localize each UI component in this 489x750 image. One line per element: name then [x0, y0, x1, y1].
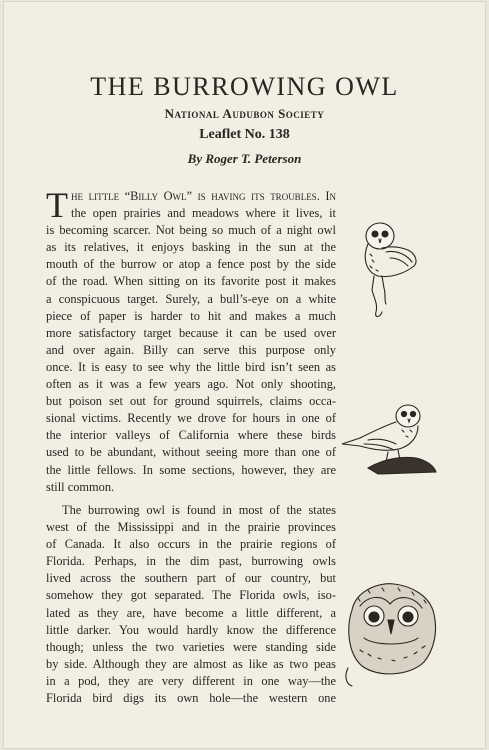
text-line: more satisfactory target because it can be used over [46, 325, 336, 340]
text-line: used to be abundant, without seeing more than one of [46, 445, 336, 460]
text-line: though; unless the two varieties were standing side [46, 639, 336, 654]
text-line: piece of paper is harder to hit and makes a much [46, 308, 336, 323]
text-line: a conspicuous target. Surely, a bull’s-eye on a white [46, 291, 336, 306]
text-line: often as it was a few years ago. Not only shooting, [46, 377, 336, 392]
text-line: is becoming scarcer. Not being so much of a night owl [46, 223, 336, 238]
owl-perched-illustration [356, 214, 428, 322]
text-line: the open prairies and meadows where it lives, it [71, 206, 336, 221]
text-line: Florida. Perhaps, in the dim past, burrowing owls [46, 554, 336, 569]
text-line: Florida bird digs its own hole—the western one [46, 691, 336, 706]
text-line: once. It is easy to see why the little bird isn’t seen as [46, 359, 336, 374]
text-line: the little fellows. In some sections, however, they are [46, 462, 336, 477]
text-line: sional victims. Recently we drove for hours in one of [46, 411, 336, 426]
paragraph-two [46, 502, 336, 707]
text-line: somehow they got separated. The Florida owls, iso- [46, 588, 336, 603]
drop-cap: T [46, 185, 68, 225]
text-line: and over again. Billy can serve this purpose only [46, 342, 336, 357]
paragraph-one [46, 185, 336, 496]
text-line: west of the Mississippi and in the prairie provinces [46, 520, 336, 535]
text-line: as its relatives, it enjoys basking in the sun at the [46, 240, 336, 255]
text-line: but poison set out for ground squirrels, claims occa- [46, 394, 336, 409]
text-line: of the road. When sitting on its favorite post it makes [46, 274, 336, 289]
page-title: THE BURROWING OWL [90, 72, 399, 101]
text-line: of Canada. It also occurs in the prairie regions of [46, 537, 336, 552]
organization-name: National Audubon Society [164, 106, 325, 121]
text-line: lated as they are, have become a little different, a [46, 605, 336, 620]
text-line: by side. Although they are almost as like as two peas [46, 656, 336, 671]
author-byline: By Roger T. Peterson [187, 151, 302, 166]
text-line: the interior valleys of California where these birds [46, 428, 336, 443]
text-line: in a pod, they are very different in one way—the [46, 673, 336, 688]
text-line: mouth of the burrow or atop a fence post by the side [46, 257, 336, 272]
leaflet-page [4, 2, 485, 748]
text-line: he little “Billy Owl” is having its troubles. In [71, 189, 336, 203]
leaflet-number: Leaflet No. 138 [199, 127, 290, 142]
text-line: little darker. You would hardly know the difference [46, 622, 336, 637]
text-line: The burrowing owl is found in most of the states [62, 503, 336, 517]
owl-side-view-illustration [338, 400, 438, 480]
owl-head-illustration [338, 580, 442, 690]
text-line: still common. [46, 479, 115, 494]
text-line: lived across the southern part of our country, but [46, 571, 336, 586]
